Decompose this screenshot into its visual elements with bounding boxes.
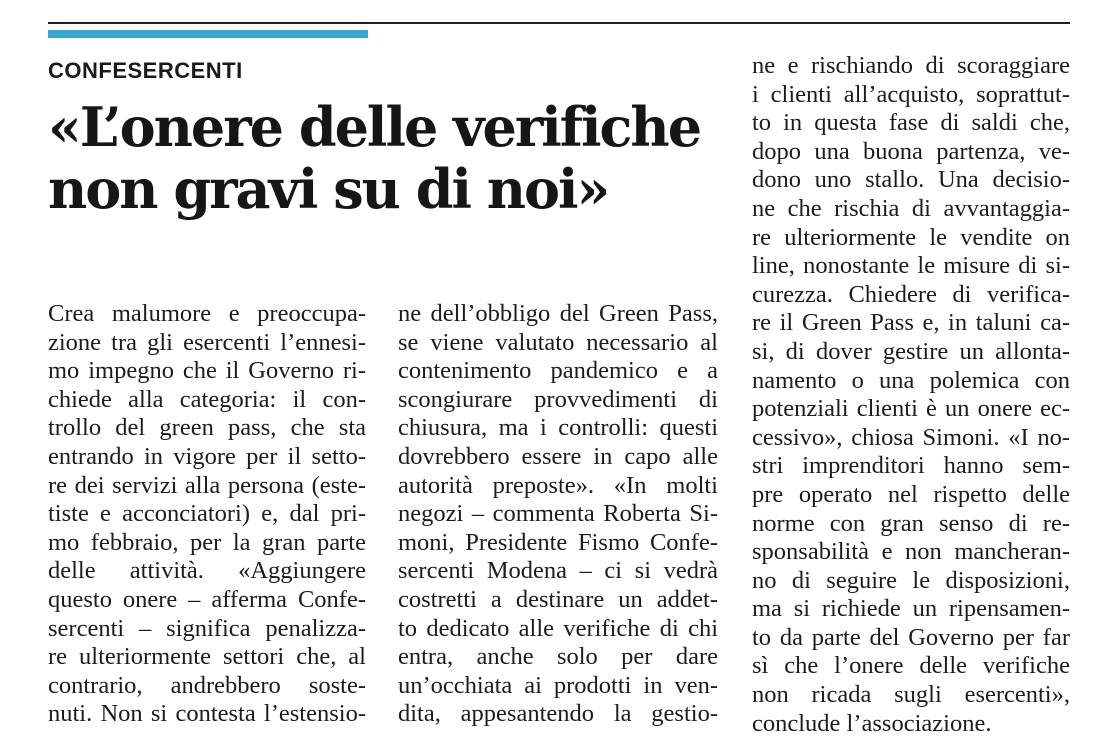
body-column-3: [752, 52, 1070, 738]
body-text-line: ne dell’obbligo del Green Pass,: [398, 300, 718, 327]
body-column-1: [48, 300, 366, 729]
body-text-line: entrando in vigore per il setto-: [48, 442, 366, 470]
body-text-line: costretti a destinare un addet-: [398, 585, 718, 613]
body-text-line: ne che rischia di avvantaggia-: [752, 194, 1070, 222]
body-text-line: contrario, andrebbero soste-: [48, 671, 366, 699]
body-text-line: contenimento pandemico e a: [398, 357, 718, 385]
body-text-line: to dedicato alle verifiche di chi: [398, 614, 718, 642]
body-text-line: pre operato nel rispetto delle: [752, 480, 1070, 508]
body-text-line: chiusura, ma i controlli: questi: [398, 414, 718, 442]
body-text-line: un’occhiata ai prodotti in ven-: [398, 671, 718, 699]
body-text-line: scongiurare provvedimenti di: [398, 385, 718, 413]
body-text-line: i clienti all’acquisto, soprattut-: [752, 80, 1070, 108]
body-text-line: chiede alla categoria: il con-: [48, 385, 366, 413]
body-text-line: stri imprenditori hanno sem-: [752, 452, 1070, 480]
body-text-line: mo impegno che il Governo ri-: [48, 357, 366, 385]
body-text-line: entra, anche solo per dare: [398, 643, 718, 671]
body-text-line: dopo una buona partenza, ve-: [752, 137, 1070, 165]
body-text-line: non ricada sugli esercenti»,: [752, 681, 1070, 709]
body-text-line: si, di dover gestire un allonta-: [752, 337, 1070, 365]
body-text-line: no di seguire le disposizioni,: [752, 566, 1070, 594]
body-text-line: re dei servizi alla persona (este-: [48, 471, 366, 499]
section-kicker: CONFESERCENTI: [48, 58, 243, 83]
body-text-line: to da parte del Governo per far: [752, 623, 1070, 651]
top-rule: [48, 22, 1070, 24]
body-text-line: Crea malumore e preoccupa-: [48, 300, 366, 327]
body-text-line: curezza. Chiedere di verifica-: [752, 280, 1070, 308]
headline-line: non gravi su di noi»: [48, 157, 609, 221]
body-text-line: dono uno stallo. Una decisio-: [752, 166, 1070, 194]
body-text-line: negozi – commenta Roberta Si-: [398, 500, 718, 528]
section-accent-bar: [48, 30, 368, 38]
body-text-line: line, nonostante le misure di si-: [752, 252, 1070, 280]
body-text-line: sercenti – significa penalizza-: [48, 614, 366, 642]
body-text-line: questo onere – afferma Confe-: [48, 585, 366, 613]
headline: [48, 96, 728, 220]
body-text-line: se viene valutato necessario al: [398, 328, 718, 356]
body-text-line: cessivo», chiosa Simoni. «I no-: [752, 423, 1070, 451]
body-text-line: mo febbraio, per la gran parte: [48, 528, 366, 556]
body-text-line: namento o una polemica con: [752, 366, 1070, 394]
body-text-line: conclude l’associazione.: [752, 709, 992, 737]
body-text-line: autorità preposte». «In molti: [398, 471, 718, 499]
body-text-line: sponsabilità e non mancheran-: [752, 538, 1070, 566]
body-text-line: re il Green Pass e, in taluni ca-: [752, 309, 1070, 337]
body-column-2: [398, 300, 718, 729]
body-text-line: trollo del green pass, che sta: [48, 414, 366, 442]
body-text-line: norme con gran senso di re-: [752, 509, 1070, 537]
body-text-line: to in questa fase di saldi che,: [752, 109, 1070, 137]
body-text-line: tiste e acconciatori) e, dal pri-: [48, 500, 366, 528]
body-text-line: re ulteriormente le vendite on: [752, 223, 1070, 251]
body-text-line: zione tra gli esercenti l’ennesi-: [48, 328, 366, 356]
body-text-line: moni, Presidente Fismo Confe-: [398, 528, 718, 556]
body-text-line: sercenti Modena – ci si vedrà: [398, 557, 718, 585]
body-text-line: sì che l’onere delle verifiche: [752, 652, 1070, 680]
body-text-line: delle attività. «Aggiungere: [48, 557, 366, 585]
body-text-line: nuti. Non si contesta l’estensio-: [48, 700, 366, 728]
headline-line: «L’onere delle verifiche: [48, 95, 701, 159]
body-text-line: re ulteriormente settori che, al: [48, 643, 366, 671]
body-text-line: potenziali clienti è un onere ec-: [752, 395, 1070, 423]
body-text-line: ne e rischiando di scoraggiare: [752, 52, 1070, 79]
body-text-line: dovrebbero essere in capo alle: [398, 442, 718, 470]
body-text-line: dita, appesantendo la gestio-: [398, 700, 718, 728]
body-text-line: ma si richiede un ripensamen-: [752, 595, 1070, 623]
